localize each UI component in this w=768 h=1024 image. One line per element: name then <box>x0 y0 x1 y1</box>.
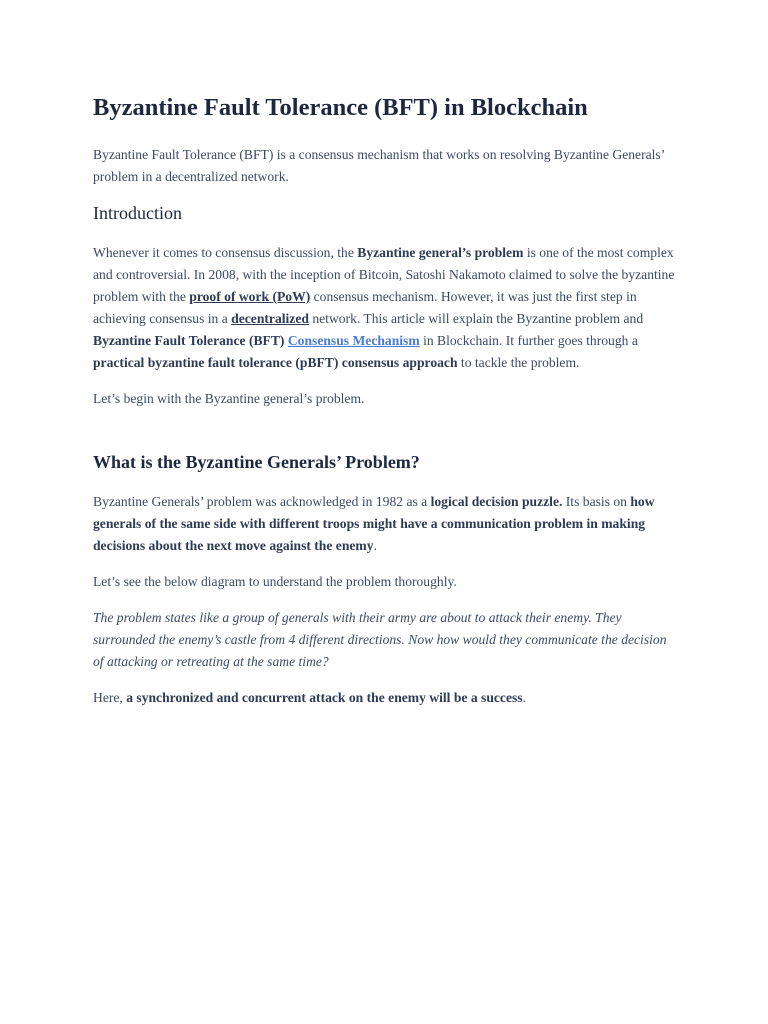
diagram-paragraph: Let’s see the below diagram to understand the problem thoroughly. <box>93 574 457 589</box>
text-run: . <box>373 538 377 553</box>
problem-statement-paragraph <box>93 607 676 673</box>
consensus-mechanism-link[interactable]: Consensus Mechanism <box>287 333 420 348</box>
bold-text: how generals of the same side with different troops might have a communication problem in making decisions about the next move against the enemy <box>93 494 655 553</box>
introduction-heading: Introduction <box>93 203 182 223</box>
bold-text: Byzantine Fault Tolerance (BFT) <box>93 333 285 348</box>
text-run: . <box>522 690 526 705</box>
text-run: consensus mechanism. However, it was just the first step in achieving consensus in a <box>93 289 637 326</box>
underlined-text: proof of work (PoW) <box>189 289 311 304</box>
text-run: Whenever it comes to consensus discussion, the <box>93 245 358 260</box>
text-run: in Blockchain. It further goes through a <box>419 333 638 348</box>
introduction-paragraph <box>93 242 676 374</box>
bold-text: a synchronized and concurrent attack on the enemy will be a success <box>126 690 523 705</box>
text-run: Here, <box>93 690 127 705</box>
text-run: to tackle the problem. <box>457 355 580 370</box>
text-run: network. This article will explain the Byzantine problem and <box>308 311 644 326</box>
summary-paragraph: Byzantine Fault Tolerance (BFT) is a consensus mechanism that works on resolving Byzantine Generals’ problem in a decentralized network. <box>93 147 665 184</box>
bold-text: practical byzantine fault tolerance (pBFT) consensus approach <box>93 355 458 370</box>
problem-paragraph <box>93 491 676 557</box>
byzantine-problem-heading: What is the Byzantine Generals’ Problem? <box>93 452 420 472</box>
underlined-text: decentralized <box>231 311 309 326</box>
text-run: Byzantine Generals’ problem was acknowledged in 1982 as a <box>93 494 431 509</box>
text-run: Its basis on <box>562 494 631 509</box>
italic-text: The problem states like a group of generals with their army are about to attack their enemy. They surrounded the enemy’s castle from 4 different directions. Now how would they communicate the decision of attacking or retreating at the same time? <box>93 610 667 669</box>
bold-text: logical decision puzzle. <box>430 494 563 509</box>
bold-text: Byzantine general’s problem <box>357 245 524 260</box>
text-run: is one of the most complex and controversial. In 2008, with the inception of Bitcoin, Satoshi Nakamoto claimed to solve the byzantine problem with the <box>93 245 675 304</box>
success-paragraph <box>93 687 676 709</box>
page-title: Byzantine Fault Tolerance (BFT) in Blockchain <box>93 94 588 121</box>
begin-paragraph: Let’s begin with the Byzantine general’s problem. <box>93 391 365 406</box>
